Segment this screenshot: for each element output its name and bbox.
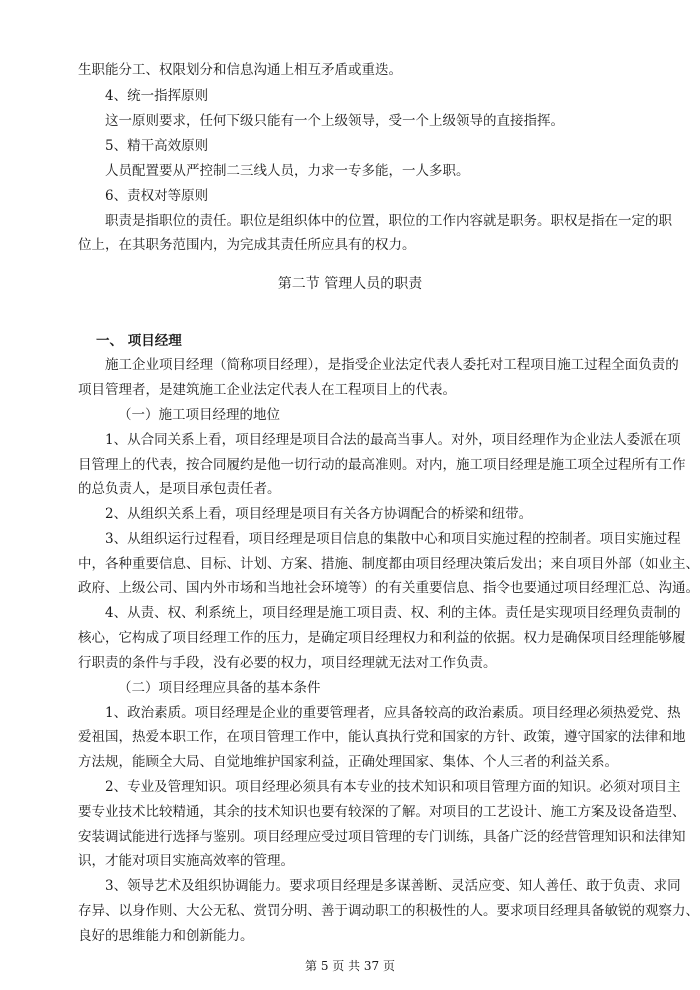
text-line: 爱祖国，热爱本职工作，在项目管理工作中，能认真执行党和国家的方针、政策，遵守国家的法律和地: [78, 729, 686, 745]
principle-heading: 4、统一指挥原则: [105, 88, 209, 104]
principle-heading: 6、责权对等原则: [105, 188, 209, 204]
text-line: 良好的思维能力和创新能力。: [78, 928, 254, 944]
text-line: 3、领导艺术及组织协调能力。要求项目经理是多谋善断、灵活应变、知人善任、敢于负责、求同: [105, 878, 681, 894]
text-line: 1、从合同关系上看，项目经理是项目合法的最高当事人。对外，项目经理作为企业法人委派在项: [105, 432, 681, 448]
text-line: 4、从责、权、利系统上，项目经理是施工项目责、权、利的主体。责任是实现项目经理负责制的: [105, 605, 681, 621]
text-line: 目管理上的代表，按合同履约是他一切行动的最高准则。对内，施工项目经理是施工项全过程所有工作: [78, 457, 686, 473]
heading-project-manager: 一、 项目经理: [96, 333, 182, 349]
text-line: 施工企业项目经理（简称项目经理），是指受企业法定代表人委托对工程项目施工过程全面负责的: [105, 357, 679, 373]
text-line: 的总负责人，是项目承包责任者。: [78, 481, 281, 497]
text-line: 3、从组织运行过程看，项目经理是项目信息的集散中心和项目实施过程的控制者。项目实施过程: [105, 531, 681, 547]
text-line: 安装调试能进行选择与鉴别。项目经理应受过项目管理的专门训练，具备广泛的经营管理知识和法律知: [78, 829, 686, 845]
subsection-heading: （一）施工项目经理的地位: [118, 407, 280, 423]
text-line: 中，各种重要信息、目标、计划、方案、措施、制度都由项目经理决策后发出；来自项目外部（如业主、: [78, 556, 699, 572]
text-line: 存异、以身作则、大公无私、赏罚分明、善于调动职工的积极性的人。要求项目经理具备敏锐的观察力、: [78, 903, 699, 919]
text-line: 这一原则要求，任何下级只能有一个上级领导，受一个上级领导的直接指挥。: [105, 113, 564, 129]
text-line: 政府、上级公司、国内外市场和当地社会环境等）的有关重要信息、指令也要通过项目经理汇总、沟通。: [78, 580, 699, 596]
subsection-heading: （二）项目经理应具备的基本条件: [118, 680, 321, 696]
text-line: 生职能分工、权限划分和信息沟通上相互矛盾或重迭。: [78, 62, 402, 78]
text-line: 人员配置要从严控制二三线人员，力求一专多能，一人多职。: [105, 163, 470, 179]
text-line: 核心，它构成了项目经理工作的压力，是确定项目经理权力和利益的依据。权力是确保项目经理能够履: [78, 630, 686, 646]
text-line: 职责是指职位的责任。职位是组织体中的位置，职位的工作内容就是职务。职权是指在一定的职: [105, 213, 672, 229]
text-line: 要专业技术比较精通，其余的技术知识也要有较深的了解。对项目的工艺设计、施工方案及设备造型、: [78, 804, 686, 820]
text-line: 2、专业及管理知识。项目经理必须具有本专业的技术知识和项目管理方面的知识。必须对项目主: [105, 779, 681, 795]
page-footer: 第 5 页 共 37 页: [305, 959, 395, 973]
text-line: 项目管理者，是建筑施工企业法定代表人在工程项目上的代表。: [78, 382, 456, 398]
text-line: 方法规，能顾全大局、自觉地维护国家利益，正确处理国家、集体、个人三者的利益关系。: [78, 754, 618, 770]
principle-heading: 5、精干高效原则: [105, 138, 209, 154]
text-line: 2、从组织关系上看，项目经理是项目有关各方协调配合的桥梁和纽带。: [105, 506, 533, 522]
section-title: 第二节 管理人员的职责: [277, 276, 423, 292]
text-line: 识，才能对项目实施高效率的管理。: [78, 853, 294, 869]
text-line: 1、政治素质。项目经理是企业的重要管理者，应具备较高的政治素质。项目经理必须热爱党、热: [105, 705, 681, 721]
text-line: 行职责的条件与手段，没有必要的权力，项目经理就无法对工作负责。: [78, 655, 497, 671]
text-line: 位上，在其职务范围内，为完成其责任所应具有的权力。: [78, 237, 416, 253]
